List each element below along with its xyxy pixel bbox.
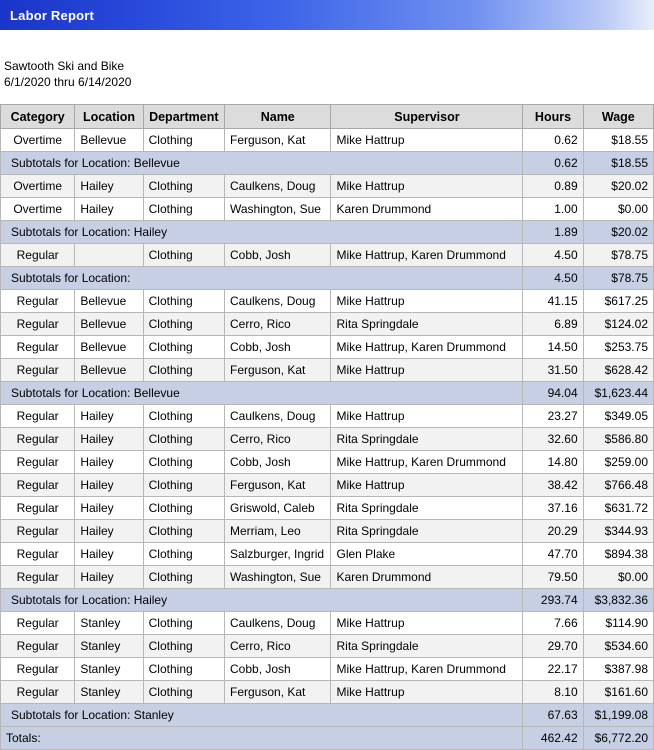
cell-category: Regular bbox=[1, 658, 75, 681]
cell-location: Stanley bbox=[75, 635, 143, 658]
table-row bbox=[1, 497, 654, 520]
cell-location: Bellevue bbox=[75, 290, 143, 313]
table-row bbox=[1, 313, 654, 336]
cell-location: Hailey bbox=[75, 520, 143, 543]
cell-department: Clothing bbox=[143, 198, 224, 221]
subtotal-hours: 94.04 bbox=[523, 382, 583, 405]
cell-wage: $631.72 bbox=[583, 497, 653, 520]
subtotal-wage: $78.75 bbox=[583, 267, 653, 290]
cell-department: Clothing bbox=[143, 681, 224, 704]
cell-category: Regular bbox=[1, 497, 75, 520]
cell-department: Clothing bbox=[143, 428, 224, 451]
cell-name: Cobb, Josh bbox=[225, 658, 331, 681]
cell-supervisor: Mike Hattrup bbox=[331, 290, 523, 313]
cell-supervisor: Glen Plake bbox=[331, 543, 523, 566]
window-title-bar bbox=[0, 0, 654, 30]
subtotal-label: Subtotals for Location: Stanley bbox=[1, 704, 523, 727]
cell-category: Overtime bbox=[1, 129, 75, 152]
table-row bbox=[1, 290, 654, 313]
cell-name: Merriam, Leo bbox=[225, 520, 331, 543]
table-row bbox=[1, 129, 654, 152]
table-row bbox=[1, 336, 654, 359]
table-row bbox=[1, 635, 654, 658]
cell-name: Washington, Sue bbox=[225, 198, 331, 221]
cell-category: Regular bbox=[1, 635, 75, 658]
cell-supervisor: Mike Hattrup bbox=[331, 474, 523, 497]
subtotal-label: Subtotals for Location: Bellevue bbox=[1, 152, 523, 175]
cell-location: Stanley bbox=[75, 612, 143, 635]
cell-location: Hailey bbox=[75, 198, 143, 221]
cell-category: Regular bbox=[1, 428, 75, 451]
subtotal-wage: $1,199.08 bbox=[583, 704, 653, 727]
table-row bbox=[1, 428, 654, 451]
cell-hours: 47.70 bbox=[523, 543, 583, 566]
table-row bbox=[1, 520, 654, 543]
cell-category: Regular bbox=[1, 313, 75, 336]
cell-supervisor: Karen Drummond bbox=[331, 566, 523, 589]
table-row bbox=[1, 474, 654, 497]
cell-name: Caulkens, Doug bbox=[225, 290, 331, 313]
subtotal-label: Subtotals for Location: Hailey bbox=[1, 221, 523, 244]
cell-name: Salzburger, Ingrid bbox=[225, 543, 331, 566]
table-row bbox=[1, 543, 654, 566]
table-row bbox=[1, 451, 654, 474]
table-row bbox=[1, 405, 654, 428]
cell-wage: $628.42 bbox=[583, 359, 653, 382]
cell-wage: $253.75 bbox=[583, 336, 653, 359]
cell-name: Ferguson, Kat bbox=[225, 681, 331, 704]
cell-department: Clothing bbox=[143, 313, 224, 336]
cell-category: Regular bbox=[1, 681, 75, 704]
cell-location: Bellevue bbox=[75, 129, 143, 152]
cell-department: Clothing bbox=[143, 405, 224, 428]
table-row bbox=[1, 244, 654, 267]
cell-location: Stanley bbox=[75, 658, 143, 681]
cell-supervisor: Rita Springdale bbox=[331, 428, 523, 451]
cell-supervisor: Mike Hattrup, Karen Drummond bbox=[331, 336, 523, 359]
subtotal-row bbox=[1, 589, 654, 612]
cell-category: Regular bbox=[1, 290, 75, 313]
cell-category: Regular bbox=[1, 474, 75, 497]
cell-category: Regular bbox=[1, 612, 75, 635]
cell-hours: 32.60 bbox=[523, 428, 583, 451]
cell-hours: 29.70 bbox=[523, 635, 583, 658]
cell-location: Hailey bbox=[75, 428, 143, 451]
subtotal-label: Subtotals for Location: Hailey bbox=[1, 589, 523, 612]
cell-supervisor: Mike Hattrup bbox=[331, 175, 523, 198]
subtotal-row bbox=[1, 221, 654, 244]
column-header-hours: Hours bbox=[523, 105, 583, 129]
cell-hours: 79.50 bbox=[523, 566, 583, 589]
cell-hours: 1.00 bbox=[523, 198, 583, 221]
subtotal-hours: 0.62 bbox=[523, 152, 583, 175]
subtotal-row bbox=[1, 152, 654, 175]
cell-wage: $534.60 bbox=[583, 635, 653, 658]
cell-category: Regular bbox=[1, 244, 75, 267]
cell-category: Regular bbox=[1, 336, 75, 359]
cell-name: Cobb, Josh bbox=[225, 336, 331, 359]
table-row bbox=[1, 566, 654, 589]
cell-department: Clothing bbox=[143, 520, 224, 543]
cell-location: Hailey bbox=[75, 566, 143, 589]
cell-name: Caulkens, Doug bbox=[225, 175, 331, 198]
cell-department: Clothing bbox=[143, 336, 224, 359]
cell-hours: 4.50 bbox=[523, 244, 583, 267]
cell-location: Bellevue bbox=[75, 359, 143, 382]
subtotal-hours: 4.50 bbox=[523, 267, 583, 290]
cell-name: Washington, Sue bbox=[225, 566, 331, 589]
cell-location: Hailey bbox=[75, 175, 143, 198]
cell-hours: 8.10 bbox=[523, 681, 583, 704]
cell-department: Clothing bbox=[143, 635, 224, 658]
cell-hours: 41.15 bbox=[523, 290, 583, 313]
window-title: Labor Report bbox=[10, 7, 95, 23]
cell-wage: $0.00 bbox=[583, 566, 653, 589]
totals-row bbox=[1, 727, 654, 750]
cell-supervisor: Rita Springdale bbox=[331, 635, 523, 658]
cell-hours: 37.16 bbox=[523, 497, 583, 520]
cell-wage: $617.25 bbox=[583, 290, 653, 313]
cell-department: Clothing bbox=[143, 658, 224, 681]
cell-supervisor: Mike Hattrup bbox=[331, 405, 523, 428]
subtotal-label: Subtotals for Location: bbox=[1, 267, 523, 290]
subtotal-wage: $3,832.36 bbox=[583, 589, 653, 612]
cell-department: Clothing bbox=[143, 497, 224, 520]
table-header-row bbox=[1, 105, 654, 129]
cell-wage: $259.00 bbox=[583, 451, 653, 474]
cell-department: Clothing bbox=[143, 451, 224, 474]
cell-category: Regular bbox=[1, 543, 75, 566]
cell-supervisor: Rita Springdale bbox=[331, 520, 523, 543]
subtotal-hours: 67.63 bbox=[523, 704, 583, 727]
cell-wage: $586.80 bbox=[583, 428, 653, 451]
subtotal-row bbox=[1, 704, 654, 727]
cell-hours: 7.66 bbox=[523, 612, 583, 635]
cell-wage: $0.00 bbox=[583, 198, 653, 221]
column-header-department: Department bbox=[143, 105, 224, 129]
column-header-wage: Wage bbox=[583, 105, 653, 129]
cell-category: Regular bbox=[1, 520, 75, 543]
date-range: 6/1/2020 thru 6/14/2020 bbox=[4, 75, 132, 89]
cell-location: Hailey bbox=[75, 405, 143, 428]
cell-wage: $78.75 bbox=[583, 244, 653, 267]
cell-wage: $344.93 bbox=[583, 520, 653, 543]
cell-location: Hailey bbox=[75, 474, 143, 497]
table-body bbox=[1, 129, 654, 750]
cell-location: Stanley bbox=[75, 681, 143, 704]
cell-hours: 31.50 bbox=[523, 359, 583, 382]
totals-wage: $6,772.20 bbox=[583, 727, 653, 750]
cell-wage: $161.60 bbox=[583, 681, 653, 704]
cell-location: Bellevue bbox=[75, 336, 143, 359]
table-row bbox=[1, 175, 654, 198]
cell-wage: $20.02 bbox=[583, 175, 653, 198]
cell-location: Bellevue bbox=[75, 313, 143, 336]
cell-name: Cerro, Rico bbox=[225, 313, 331, 336]
cell-department: Clothing bbox=[143, 566, 224, 589]
cell-department: Clothing bbox=[143, 175, 224, 198]
labor-report-table bbox=[0, 104, 654, 750]
cell-department: Clothing bbox=[143, 359, 224, 382]
cell-hours: 0.62 bbox=[523, 129, 583, 152]
subtotal-wage: $1,623.44 bbox=[583, 382, 653, 405]
cell-location bbox=[75, 244, 143, 267]
table-header bbox=[1, 105, 654, 129]
cell-supervisor: Mike Hattrup bbox=[331, 612, 523, 635]
cell-supervisor: Mike Hattrup bbox=[331, 129, 523, 152]
subtotal-hours: 293.74 bbox=[523, 589, 583, 612]
cell-name: Griswold, Caleb bbox=[225, 497, 331, 520]
cell-hours: 20.29 bbox=[523, 520, 583, 543]
subtotal-label: Subtotals for Location: Bellevue bbox=[1, 382, 523, 405]
company-name: Sawtooth Ski and Bike bbox=[4, 59, 125, 73]
cell-department: Clothing bbox=[143, 244, 224, 267]
cell-category: Regular bbox=[1, 359, 75, 382]
cell-wage: $387.98 bbox=[583, 658, 653, 681]
cell-wage: $894.38 bbox=[583, 543, 653, 566]
table-row bbox=[1, 658, 654, 681]
table-row bbox=[1, 681, 654, 704]
column-header-supervisor: Supervisor bbox=[331, 105, 523, 129]
cell-name: Caulkens, Doug bbox=[225, 612, 331, 635]
cell-category: Regular bbox=[1, 566, 75, 589]
cell-supervisor: Mike Hattrup, Karen Drummond bbox=[331, 451, 523, 474]
cell-hours: 22.17 bbox=[523, 658, 583, 681]
subtotal-row bbox=[1, 267, 654, 290]
cell-name: Cerro, Rico bbox=[225, 635, 331, 658]
subtotal-hours: 1.89 bbox=[523, 221, 583, 244]
cell-supervisor: Mike Hattrup bbox=[331, 681, 523, 704]
cell-supervisor: Mike Hattrup, Karen Drummond bbox=[331, 244, 523, 267]
cell-supervisor: Rita Springdale bbox=[331, 497, 523, 520]
column-header-name: Name bbox=[225, 105, 331, 129]
cell-hours: 6.89 bbox=[523, 313, 583, 336]
cell-hours: 14.50 bbox=[523, 336, 583, 359]
cell-category: Overtime bbox=[1, 175, 75, 198]
cell-hours: 14.80 bbox=[523, 451, 583, 474]
cell-name: Caulkens, Doug bbox=[225, 405, 331, 428]
cell-location: Hailey bbox=[75, 497, 143, 520]
cell-name: Cobb, Josh bbox=[225, 451, 331, 474]
cell-department: Clothing bbox=[143, 290, 224, 313]
subtotal-wage: $18.55 bbox=[583, 152, 653, 175]
cell-wage: $124.02 bbox=[583, 313, 653, 336]
report-header bbox=[0, 30, 654, 90]
column-header-location: Location bbox=[75, 105, 143, 129]
cell-hours: 0.89 bbox=[523, 175, 583, 198]
cell-location: Hailey bbox=[75, 543, 143, 566]
cell-supervisor: Mike Hattrup bbox=[331, 359, 523, 382]
cell-name: Ferguson, Kat bbox=[225, 474, 331, 497]
cell-department: Clothing bbox=[143, 543, 224, 566]
cell-wage: $114.90 bbox=[583, 612, 653, 635]
cell-supervisor: Mike Hattrup, Karen Drummond bbox=[331, 658, 523, 681]
cell-department: Clothing bbox=[143, 129, 224, 152]
totals-hours: 462.42 bbox=[523, 727, 583, 750]
cell-name: Cerro, Rico bbox=[225, 428, 331, 451]
cell-department: Clothing bbox=[143, 612, 224, 635]
cell-category: Regular bbox=[1, 405, 75, 428]
cell-department: Clothing bbox=[143, 474, 224, 497]
cell-supervisor: Rita Springdale bbox=[331, 313, 523, 336]
table-row bbox=[1, 359, 654, 382]
table-row bbox=[1, 612, 654, 635]
column-header-category: Category bbox=[1, 105, 75, 129]
cell-hours: 23.27 bbox=[523, 405, 583, 428]
cell-wage: $349.05 bbox=[583, 405, 653, 428]
cell-supervisor: Karen Drummond bbox=[331, 198, 523, 221]
cell-name: Ferguson, Kat bbox=[225, 359, 331, 382]
table-row bbox=[1, 198, 654, 221]
totals-label: Totals: bbox=[1, 727, 523, 750]
cell-name: Ferguson, Kat bbox=[225, 129, 331, 152]
cell-hours: 38.42 bbox=[523, 474, 583, 497]
cell-location: Hailey bbox=[75, 451, 143, 474]
subtotal-row bbox=[1, 382, 654, 405]
cell-category: Overtime bbox=[1, 198, 75, 221]
cell-name: Cobb, Josh bbox=[225, 244, 331, 267]
subtotal-wage: $20.02 bbox=[583, 221, 653, 244]
cell-wage: $766.48 bbox=[583, 474, 653, 497]
cell-category: Regular bbox=[1, 451, 75, 474]
cell-wage: $18.55 bbox=[583, 129, 653, 152]
